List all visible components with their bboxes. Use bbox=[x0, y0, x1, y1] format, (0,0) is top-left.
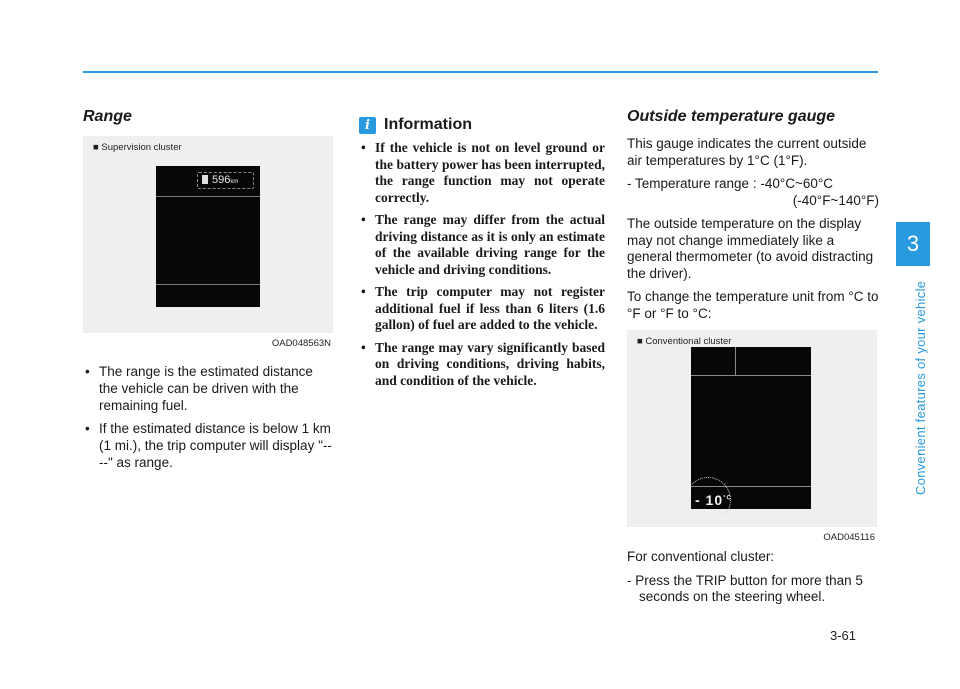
list-item: • If the estimated distance is below 1 km (1 mi.), the trip computer will display "----" as range. bbox=[83, 420, 333, 471]
figure-code: OAD048563N bbox=[271, 338, 331, 349]
figure-code: OAD045116 bbox=[823, 532, 875, 543]
range-heading: Range bbox=[83, 108, 132, 125]
header-rule bbox=[83, 71, 878, 73]
range-value: 596 bbox=[212, 174, 231, 186]
list-item: • The trip computer may not register additional fuel if less than 6 liters (1.6 gallon) of fuel are added to the vehicle. bbox=[359, 284, 605, 334]
list-item: • If the vehicle is not on level ground or the battery power has been interrupted, the range function may not operate correctly. bbox=[359, 140, 605, 206]
information-bullets bbox=[359, 140, 605, 389]
list-item: • The range may differ from the actual driving distance as it is only an estimate of the available driving range for the vehicle and driving conditions. bbox=[359, 212, 605, 278]
chapter-tab: 3 bbox=[896, 222, 930, 266]
figure-caption: ■ Conventional cluster bbox=[637, 336, 732, 347]
change-unit-text: To change the temperature unit from °C to °F or °F to °C: bbox=[627, 289, 879, 321]
outside-temp-section bbox=[627, 108, 879, 613]
information-heading: Information bbox=[384, 116, 472, 133]
list-item: • The range is the estimated distance the vehicle can be driven with the remaining fuel. bbox=[83, 363, 333, 414]
chapter-title-vertical bbox=[913, 273, 933, 503]
outside-temp-intro: This gauge indicates the current outside air temperatures by 1°C (1°F). bbox=[627, 136, 867, 168]
range-bullets bbox=[83, 363, 333, 471]
outside-temp-note: The outside temperature on the display may not change immediately like a general thermometer (to avoid distracting the driver). bbox=[627, 216, 874, 281]
info-icon: i bbox=[359, 117, 376, 134]
display-divider bbox=[735, 347, 736, 375]
temperature-range: - Temperature range : -40°C~60°C bbox=[627, 176, 834, 191]
figure-caption: ■ Supervision cluster bbox=[93, 142, 182, 153]
temperature-readout: - $10^{^\circ C}$ bbox=[695, 492, 732, 508]
outside-temp-heading: Outside temperature gauge bbox=[627, 108, 836, 125]
conventional-cluster-figure bbox=[627, 330, 877, 543]
cluster-display bbox=[156, 166, 260, 307]
temperature-range-f: (-40°F~140°F) bbox=[792, 192, 879, 208]
range-unit: km bbox=[230, 179, 239, 185]
display-divider bbox=[691, 375, 811, 376]
chapter-title: Convenient features of your vehicle bbox=[913, 280, 928, 495]
display-divider bbox=[156, 196, 260, 197]
conventional-label: For conventional cluster: bbox=[627, 549, 775, 564]
list-item: • The range may vary significantly based on driving conditions, driving habits, and condition of the vehicle. bbox=[359, 340, 605, 390]
instruction-text: - Press the TRIP button for more than 5 seconds on the steering wheel. bbox=[627, 572, 863, 604]
range-section bbox=[83, 108, 333, 477]
fuel-pump-icon bbox=[202, 175, 208, 184]
page-number: 3-61 bbox=[830, 628, 857, 643]
cluster-display bbox=[691, 347, 811, 509]
range-readout bbox=[197, 172, 254, 189]
information-box bbox=[359, 116, 605, 395]
supervision-cluster-figure bbox=[83, 136, 333, 349]
display-divider bbox=[156, 284, 260, 285]
